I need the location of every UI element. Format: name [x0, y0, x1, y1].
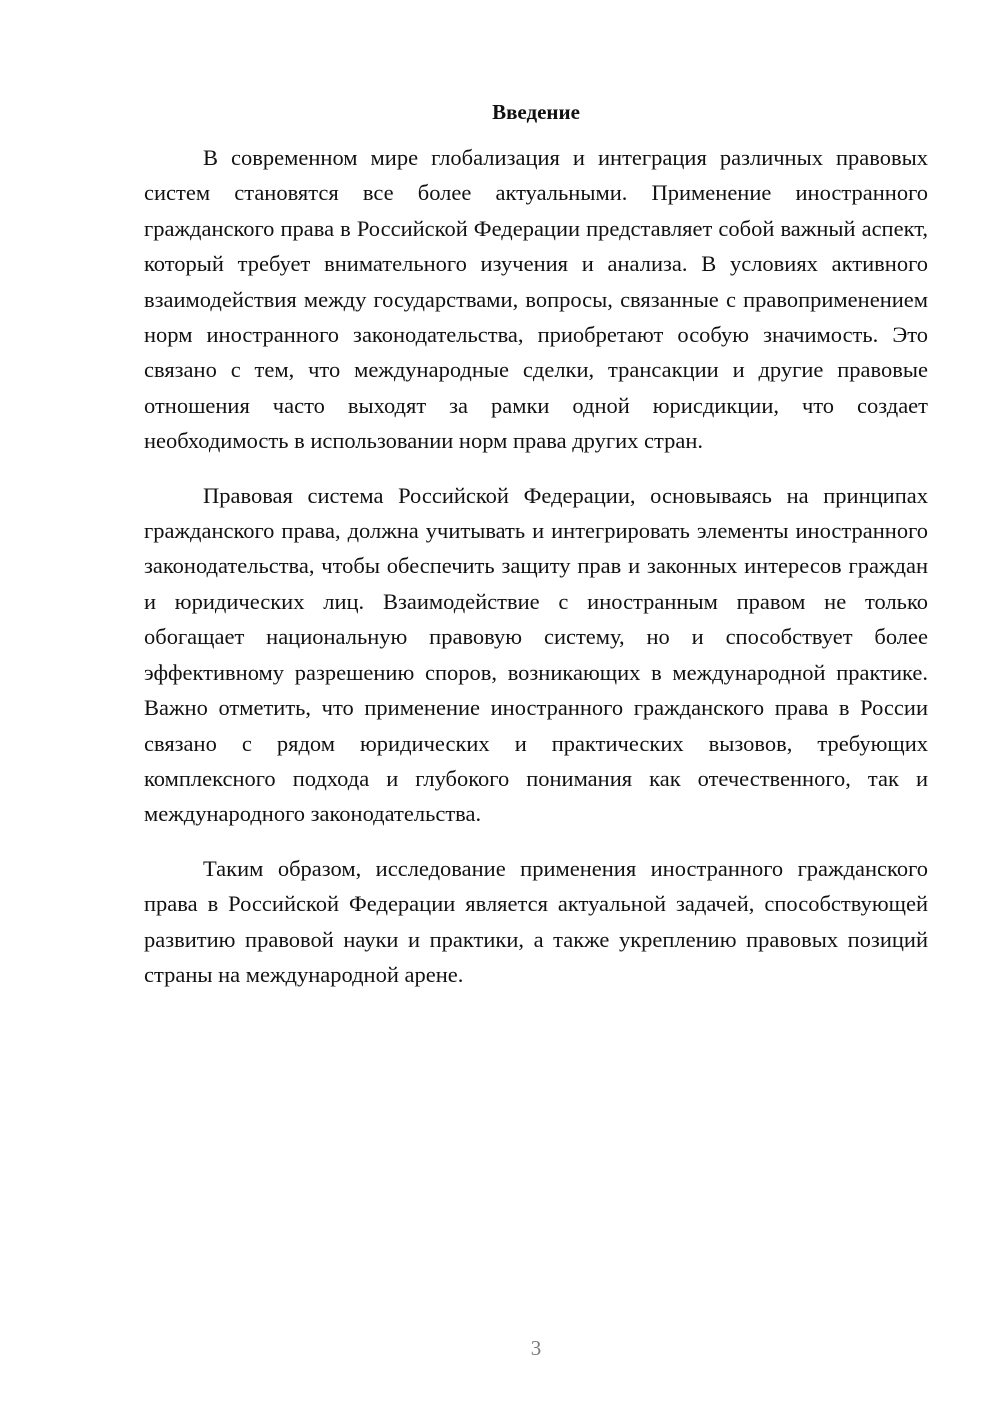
page-content: [144, 96, 928, 992]
page-number: 3: [530, 1336, 542, 1360]
paragraph-1: В современном мире глобализация и интеграция различных правовых систем становятся все более актуальными. Применение иностранного гражданского права в Российской Федерации представляет собой важный аспект, который требует внимательного изучения и анализа. В условиях активного взаимодействия между государствами, вопросы, связанные с правоприменением норм иностранного законодательства, приобретают особую значимость. Это связано с тем, что международные сделки, трансакции и другие правовые отношения часто выходят за рамки одной юрисдикции, что создает необходимость в использовании норм права других стран.: [144, 145, 928, 454]
paragraph-2: Правовая система Российской Федерации, основываясь на принципах гражданского права, должна учитывать и интегрировать элементы иностранного законодательства, чтобы обеспечить защиту прав и законных интересов граждан и юридических лиц. Взаимодействие с иностранным правом не только обогащает национальную правовую систему, но и способствует более эффективному разрешению споров, возникающих в международной практике. Важно отметить, что применение иностранного гражданского права в России связано с рядом юридических и практических вызовов, требующих комплексного подхода и глубокого понимания как отечественного, так и международного законодательства.: [144, 482, 928, 827]
section-heading: Введение: [492, 100, 580, 124]
paragraph-3: Таким образом, исследование применения иностранного гражданского права в Российской Федерации является актуальной задачей, способствующей развитию правовой науки и практики, а также укреплению правовых позиций страны на международной арене.: [144, 855, 928, 987]
